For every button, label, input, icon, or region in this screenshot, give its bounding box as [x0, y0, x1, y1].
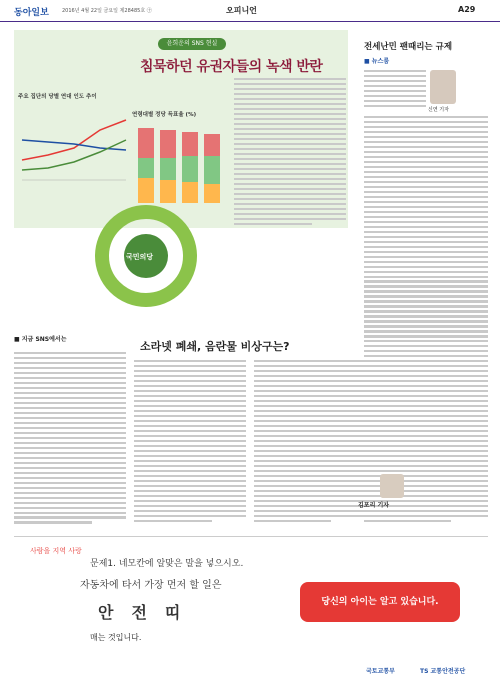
right-column-author: 신연 기자	[428, 107, 449, 113]
ad-sentence: 자동차에 타서 가장 먼저 할 일은	[80, 580, 222, 591]
issue-date: 2016년 4월 22일 금요일 제28485호 ㊉	[62, 8, 152, 14]
author-photo-2	[380, 474, 404, 498]
article-author: 김포리 기자	[358, 502, 390, 509]
article-column-2	[134, 360, 246, 524]
ad-slogan: 사람을 지역 사랑	[30, 547, 82, 555]
ad-sentence-end: 매는 것입니다.	[90, 633, 142, 642]
section-title: 오피니언	[226, 6, 257, 15]
section-subtitle: ■ 지금 SNS에서는	[14, 336, 67, 343]
chart-1	[18, 92, 130, 202]
ad-answer-boxes	[98, 600, 180, 623]
page-number: A29	[458, 5, 476, 14]
feature-headline: 침묵하던 유권자들의 녹색 반란	[140, 59, 323, 75]
ad-question: 문제1. 네모칸에 알맞은 말을 넣으시오.	[90, 559, 244, 569]
ad-logo-ministry: 국토교통부	[366, 668, 395, 675]
right-column-tag: ■ 뉴스룸	[364, 58, 390, 65]
ad-char-3: 띠	[164, 603, 181, 622]
right-column-title: 전세난민 팬때리는 규제	[364, 42, 453, 52]
chart-1-title: 주요 집단의 당별 연대 인도 추이	[18, 94, 97, 100]
right-column-text-a	[364, 70, 426, 110]
ring-center-label: 국민의당	[126, 253, 154, 261]
newspaper-logo: 동아일보	[14, 8, 49, 18]
article-column-1	[14, 352, 126, 526]
author-photo	[430, 70, 456, 104]
feature-tag: 윤희운의 SNS 현실	[158, 38, 226, 50]
chart-2-title: 연령대별 정당 득표율 (%)	[132, 112, 197, 118]
right-column-text-b	[364, 116, 488, 525]
article-headline: 소라넷 폐쇄, 음란물 비상구는?	[140, 340, 290, 353]
chart-1-lines	[18, 100, 130, 190]
ad-char-1: 안	[98, 603, 114, 622]
ad-char-2: 전	[131, 603, 147, 622]
ad-bubble: 당신의 아이는 알고 있습니다.	[300, 582, 460, 622]
article-text-block	[234, 78, 346, 228]
ad-logo-ts: TS 교통안전공단	[420, 668, 466, 675]
article-column-3	[254, 360, 364, 524]
